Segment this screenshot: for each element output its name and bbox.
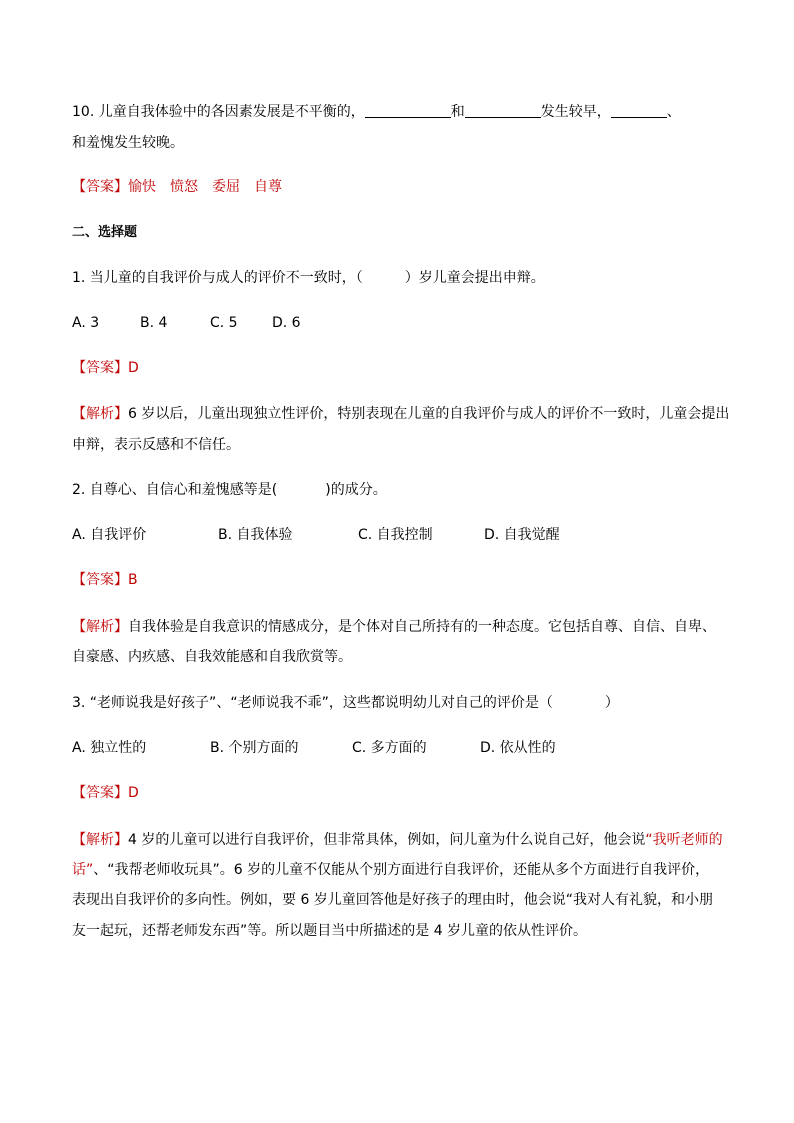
q2-answer: 【答案】B (72, 572, 138, 588)
q3-stem: 3. “老师说我是好孩子”、“老师说我不乖”，这些都说明幼儿对自己的评价是（ ） (72, 695, 619, 711)
blank-1 (365, 117, 451, 118)
q2-stem: 2. 自尊心、自信心和羞愧感等是( )的成分。 (72, 482, 387, 498)
q1-stem: 1. 当儿童的自我评价与成人的评价不一致时，（ ）岁儿童会提出申辩。 (72, 270, 545, 286)
q1-analysis: 【解析】6 岁以后，儿童出现独立性评价，特别表现在儿童的自我评价与成人的评价不一致时，儿童会提出 (72, 406, 730, 422)
option-d[interactable]: D. 自我觉醒 (484, 527, 560, 543)
q1-options (72, 312, 732, 334)
option-b[interactable]: B. 4 (140, 315, 168, 331)
option-b[interactable]: B. 个别方面的 (210, 740, 299, 756)
option-c[interactable]: C. 5 (210, 315, 238, 331)
q3-analysis-line3: 表现出自我评价的多向性。例如，要 6 岁儿童回答他是好孩子的理由时，他会说“我对人有礼貌，和小朋 (72, 892, 714, 908)
option-c[interactable]: C. 多方面的 (352, 740, 427, 756)
q1-answer: 【答案】D (72, 360, 139, 376)
q10-stem-line2: 和羞愧发生较晚。 (72, 135, 184, 151)
section-title: 二、选择题 (72, 225, 138, 240)
q1-analysis-line2: 申辩，表示反感和不信任。 (72, 437, 240, 453)
q3-options (72, 737, 732, 759)
option-c[interactable]: C. 自我控制 (358, 527, 433, 543)
q3-analysis: 【解析】4 岁的儿童可以进行自我评价，但非常具体，例如，问儿童为什么说自己好，他会说“我听老师的 (72, 832, 723, 848)
option-b[interactable]: B. 自我体验 (218, 527, 293, 543)
q3-analysis-line4: 友一起玩，还帮老师发东西”等。所以题目当中所描述的是 4 岁儿童的依从性评价。 (72, 923, 588, 939)
option-a[interactable]: A. 独立性的 (72, 740, 147, 756)
q10-stem: 10. 儿童自我体验中的各因素发展是不平衡的， 和 发生较早， 、 (72, 104, 681, 120)
option-d[interactable]: D. 6 (272, 315, 301, 331)
q2-analysis: 【解析】自我体验是自我意识的情感成分，是个体对自己所持有的一种态度。它包括自尊、自信、自卑、 (72, 619, 716, 635)
q2-analysis-line2: 自豪感、内疚感、自我效能感和自我欣赏等。 (72, 649, 352, 665)
blank-3 (611, 117, 667, 118)
option-a[interactable]: A. 自我评价 (72, 527, 147, 543)
q2-options (72, 524, 732, 546)
option-d[interactable]: D. 依从性的 (480, 740, 556, 756)
blank-2 (465, 117, 541, 118)
q10-answer: 【答案】愉快 愤怒 委屈 自尊 (72, 179, 282, 195)
q3-analysis-line2: 话”、“我帮老师收玩具”。6 岁的儿童不仅能从个别方面进行自我评价，还能从多个方面进行自我评价， (72, 862, 710, 878)
option-a[interactable]: A. 3 (72, 315, 100, 331)
q3-answer: 【答案】D (72, 785, 139, 801)
